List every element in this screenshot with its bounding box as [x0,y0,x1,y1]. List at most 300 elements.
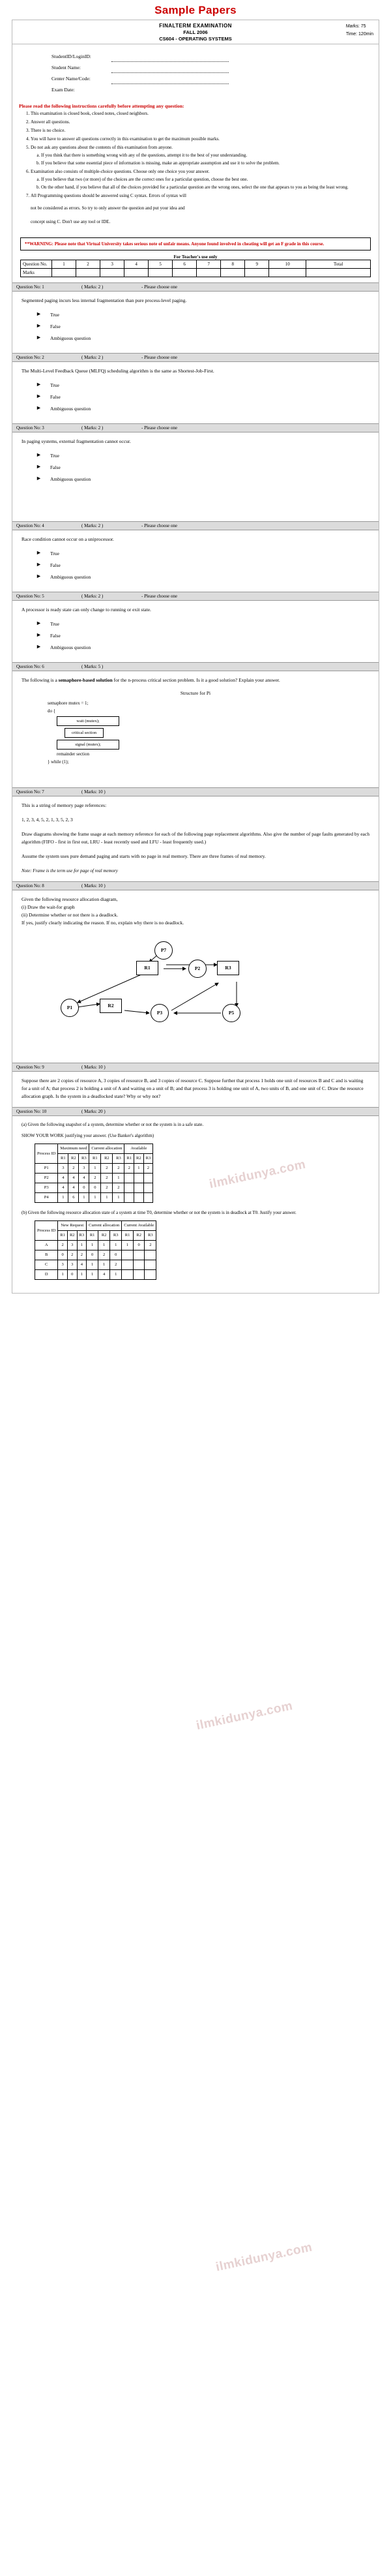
table-cell: 1 [113,1174,124,1183]
instructions-tail-2: concept using C. Don't use any tool or IDE. [31,219,111,224]
question-body-10 [12,1116,379,1293]
list-item: 1. This examination is closed book, closed notes, closed neighbors. [31,110,371,117]
teacher-row-label-marks: Marks [21,269,52,277]
table-cell: 2 [110,1260,122,1270]
table-cell [143,1174,153,1183]
sub-header: R1 [122,1231,134,1241]
teacher-table-caption: For Teacher's use only [173,254,218,260]
list-item: 4. You will have to answer all questions correctly in this examination to get the maximum possible marks. [31,136,371,143]
table-cell: 1 [113,1193,124,1203]
table-cell: 3 [58,1260,68,1270]
option-ambiguous[interactable] [36,573,369,581]
question-number: Question No: 3 [16,425,44,431]
table-cell: 2 [101,1174,113,1183]
question-number: Question No: 10 [16,1109,47,1114]
table-cell: 1 [122,1241,134,1250]
list-item: 5. Do not ask any questions about the contents of this examination from anyone. a. If you think that there is something wrong with any of the questions, attempt it to the best of your understanding. b. If you believe that some essential piece of information is missing, make an appropriate assumption and use it to solve the problem. [31,144,371,167]
arrow-icon: ► [36,322,42,329]
question-text-line: Draw diagrams showing the frame usage at each memory reference for each of the following page replacement algorithms. Also give the number of page faults generated by each algorithm (FIFO - first in first out, LRU - least recently used and LFU - least frequently used.) [22,831,369,845]
table-cell: 2 [76,260,100,269]
col-header-available: Available [124,1144,153,1154]
question-text-line: Given the following resource allocation diagram, [22,896,118,902]
table-cell: 5 [149,260,173,269]
table-cell: 0 [110,1250,122,1260]
question-part-b: (b) Given the following resource allocation state of a system at time T0, determine whether or not the system is in deadlock at T0. Justify your answer. [22,1210,297,1215]
table-row [35,1260,156,1270]
table-cell: 1 [110,1270,122,1280]
exam-name: FINALTERM EXAMINATION [159,23,232,29]
table-cell: 1 [98,1241,110,1250]
question-marks: ( Marks: 10 ) [81,883,106,888]
question-body-8 [12,890,379,1063]
table-row [35,1241,156,1250]
option-label: True [50,453,59,459]
arrow-icon: ► [36,334,42,341]
option-ambiguous[interactable] [36,405,369,413]
question-body-4 [12,530,379,592]
table-header-row [35,1221,156,1231]
arrow-icon: ► [36,463,42,470]
option-ambiguous[interactable] [36,476,369,483]
table-cell: 1 [87,1260,98,1270]
table-cell: 3 [79,1164,89,1174]
question-number: Question No: 9 [16,1065,44,1070]
table-header-row [35,1144,153,1154]
cell-pid: P4 [35,1193,58,1203]
sub-header: R2 [68,1154,79,1164]
table-cell: Total [306,260,371,269]
field-label-examdate: Exam Date: [51,87,75,93]
exam-session: FALL 2006 [183,29,208,35]
table-cell: 3 [100,260,124,269]
exam-time: Time: 120min [345,32,373,37]
graph-node-p3: P3 [151,1004,169,1022]
graph-edges [22,931,373,1042]
question-number: Question No: 8 [16,883,44,888]
arrow-icon: ► [36,451,42,458]
code-line: semaphore mutex = 1; [48,701,89,706]
field-label-centername: Center Name/Code: [51,76,91,82]
table-cell: 3 [67,1241,77,1250]
table-cell [124,1174,134,1183]
list-item: a. If you believe that two (or more) of the choices are the correct ones for a particular question, choose the best one. [41,176,371,183]
table-cell: 2 [113,1164,124,1174]
table-cell: 6 [173,260,197,269]
graph-node-r2: R2 [100,999,122,1013]
exam-marks: Marks: 75 [345,24,366,29]
table-cell [122,1260,134,1270]
table-cell [133,1270,145,1280]
instructions-list [12,110,379,204]
question-bar-9 [12,1063,379,1072]
field-input-studentname[interactable] [111,67,229,73]
question-marks: ( Marks: 2 ) [81,523,104,528]
table-cell: 9 [245,260,269,269]
question-text-pre: The following is a [22,677,59,683]
table-cell [122,1250,134,1260]
arrow-icon: ► [36,311,42,317]
sub-header: R3 [143,1154,153,1164]
option-label: Ambiguous question [50,406,91,412]
sub-header: R1 [87,1231,98,1241]
code-line: do { [48,708,56,714]
list-item: 7. All Programming questions should be answered using C syntax. Errors of syntax will [31,192,371,200]
option-label: Ambiguous question [50,644,91,650]
table-cell: 1 [89,1164,101,1174]
table-cell: 4 [124,260,149,269]
option-label: False [50,562,61,568]
banker-table-a [35,1144,153,1203]
col-header-processid: Process ID [35,1144,58,1164]
option-false[interactable] [36,323,369,331]
table-row [35,1183,153,1193]
option-label: False [50,633,61,639]
table-cell[interactable] [221,269,245,277]
question-number: Question No: 7 [16,789,44,795]
question-text-line: (ii) Determine whether or not there is a deadlock. [22,912,119,918]
question-text-line: Assume the system uses pure demand paging and starts with no page in real memory. There are three frames of real memory. [22,853,266,859]
option-false[interactable] [36,632,369,640]
sub-header: R3 [77,1231,87,1241]
table-cell: 1 [98,1260,110,1270]
table-cell [145,1270,156,1280]
table-cell: 0 [67,1270,77,1280]
arrow-icon: ► [36,393,42,399]
warning-box: **WARNING: Please note that Virtual University takes serious note of unfair means. Anyone found involved in cheating will get an F grade in this course. [20,237,371,250]
option-true[interactable] [36,452,369,460]
exam-course: CS604 - OPERATING SYSTEMS [159,36,232,42]
cell-pid: A [35,1241,58,1250]
sub-header: R2 [101,1154,113,1164]
col-header-processid: Process ID [35,1221,58,1241]
option-label: False [50,324,61,329]
table-cell[interactable] [76,269,100,277]
sub-list [31,176,371,191]
table-cell: 1 [77,1241,87,1250]
page-title: Sample Papers [154,4,237,16]
question-note: Note: Frame is the term use for page of real memory [22,868,118,873]
col-header-alloc: Current allocation [87,1221,122,1231]
question-text: In paging systems, external fragmentation cannot occur. [22,438,131,444]
table-row [35,1193,153,1203]
instructions-title: Please read the following instructions carefully before attempting any question: [19,103,184,109]
table-cell: 2 [68,1164,79,1174]
option-false[interactable] [36,562,369,569]
option-label: False [50,464,61,470]
table-cell: 6 [68,1193,79,1203]
teacher-row-label-question: Question No. [21,260,52,269]
question-hint: - Please choose one [141,425,178,431]
question-text-line: (i) Draw the wait-for graph [22,904,75,910]
table-cell [134,1193,144,1203]
code-line: remainder section [57,751,89,757]
question-hint: - Please choose one [141,355,178,360]
table-cell: 1 [77,1270,87,1280]
graph-node-p1: P1 [61,999,79,1017]
sub-header: R2 [134,1154,144,1164]
table-row [35,1174,153,1183]
question-bar-2 [12,353,379,362]
arrow-icon: ► [36,620,42,626]
table-cell[interactable] [173,269,197,277]
sub-header: R1 [124,1154,134,1164]
table-cell: 2 [143,1164,153,1174]
table-cell[interactable] [306,269,371,277]
code-box-critical-section: critical section [65,728,104,738]
question-text: The Multi-Level Feedback Queue (MLFQ) scheduling algorithm is the same as Shortest-Job-First. [22,368,214,374]
table-cell: 3 [67,1260,77,1270]
question-text-bold: semaphore-based solution [58,677,113,683]
sub-list [31,152,371,167]
table-cell: 8 [221,260,245,269]
question-bar-3 [12,423,379,432]
table-cell[interactable] [269,269,306,277]
col-header-max: Maximum need [58,1144,89,1154]
arrow-icon: ► [36,381,42,387]
field-input-studentid[interactable] [111,55,229,62]
question-bar-1 [12,282,379,292]
table-cell[interactable] [149,269,173,277]
table-cell: 0 [133,1241,145,1250]
sub-header: R1 [58,1154,68,1164]
question-body-5 [12,601,379,662]
question-body-1 [12,292,379,353]
table-cell: 2 [101,1164,113,1174]
option-true[interactable] [36,550,369,558]
table-cell: 4 [58,1174,68,1183]
table-cell: 4 [79,1174,89,1183]
table-cell: 1 [79,1193,89,1203]
list-item: a. If you think that there is something wrong with any of the questions, attempt it to the best of your understanding. [41,152,371,159]
reference-string: 1, 2, 3, 4, 5, 2, 1, 3, 5, 2, 3 [22,817,73,823]
col-header-available: Current Available [122,1221,156,1231]
question-marks: ( Marks: 20 ) [81,1109,106,1114]
table-cell: 1 [87,1270,98,1280]
table-cell: 2 [124,1164,134,1174]
question-number: Question No: 1 [16,284,44,290]
question-bar-4 [12,521,379,530]
sub-header: R1 [58,1231,68,1241]
table-cell: 1 [110,1241,122,1250]
question-hint: - Please choose one [141,594,178,599]
question-text: Race condition cannot occur on a uniprocessor. [22,536,114,542]
option-ambiguous[interactable] [36,335,369,342]
table-cell: 2 [145,1241,156,1250]
field-label-studentid: StudentID/LoginID: [51,53,91,59]
table-cell: 0 [79,1183,89,1193]
question-hint: - Please choose one [141,523,178,528]
table-cell: 4 [77,1260,87,1270]
question-bar-6 [12,662,379,671]
question-text [22,676,369,684]
option-label: True [50,312,59,318]
option-false[interactable] [36,393,369,401]
option-label: True [50,621,59,627]
table-cell: 1 [58,1193,68,1203]
table-cell [122,1270,134,1280]
table-cell: 2 [67,1250,77,1260]
col-header-newrequest: New Request [58,1221,87,1231]
cell-pid: D [35,1270,58,1280]
table-cell: 1 [134,1164,144,1174]
table-row [35,1164,153,1174]
question-marks: ( Marks: 10 ) [81,789,106,795]
table-cell [134,1183,144,1193]
table-cell: 1 [89,1193,101,1203]
list-item: 3. There is no choice. [31,127,371,134]
option-true[interactable] [36,311,369,319]
question-bar-5 [12,592,379,601]
list-item: 2. Answer all questions. [31,119,371,126]
cell-pid: B [35,1250,58,1260]
code-box-signal: signal (mutex); [57,740,119,750]
option-true[interactable] [36,382,369,389]
arrow-icon: ► [36,475,42,481]
option-true[interactable] [36,620,369,628]
banker-table-b [35,1220,156,1280]
option-label: Ambiguous question [50,476,91,482]
question-text: Segmented paging incurs less internal fragmentation than pure process-level paging. [22,297,187,303]
option-label: False [50,394,61,400]
option-label: Ambiguous question [50,574,91,580]
table-row [35,1270,156,1280]
arrow-icon: ► [36,404,42,411]
question-marks: ( Marks: 10 ) [81,1065,106,1070]
field-input-centername[interactable] [111,78,229,84]
question-number: Question No: 2 [16,355,44,360]
question-body-7 [12,796,379,881]
student-fields [12,44,379,100]
table-cell: 1 [58,1270,68,1280]
table-cell[interactable] [100,269,124,277]
question-bar-8 [12,881,379,890]
question-text-line: This is a string of memory page references: [22,802,107,808]
question-body-9 [12,1072,379,1107]
table-cell: 4 [68,1174,79,1183]
question-text-post: for the n-process critical section problem. Is it a good solution? Explain your answer. [112,677,280,683]
option-label: Ambiguous question [50,335,91,341]
graph-node-p2: P2 [188,960,207,978]
list-item: b. On the other hand, if you believe that all of the choices provided for a particular question are the wrong ones, select the one that appears to you as being the least wrong. [41,184,371,191]
question-number: Question No: 4 [16,523,44,528]
arrow-icon: ► [36,561,42,568]
table-cell: 0 [87,1250,98,1260]
table-cell: 1 [87,1241,98,1250]
table-cell [134,1174,144,1183]
structure-title: Structure for Pi [180,690,211,696]
table-cell: 2 [77,1250,87,1260]
sub-header: R2 [133,1231,145,1241]
cell-pid: P1 [35,1164,58,1174]
watermark: ilmkidunya.com [208,1157,308,1192]
sub-header: R2 [98,1231,110,1241]
cell-pid: C [35,1260,58,1270]
table-cell: 2 [89,1174,101,1183]
arrow-icon: ► [36,631,42,638]
table-cell [133,1260,145,1270]
question-body-6 [12,671,379,787]
option-false[interactable] [36,464,369,472]
table-cell: 4 [98,1270,110,1280]
table-cell [143,1183,153,1193]
table-cell: 4 [68,1183,79,1193]
table-cell [145,1250,156,1260]
table-cell[interactable] [124,269,149,277]
arrow-icon: ► [36,573,42,579]
field-label-studentname: Student Name: [51,65,81,70]
code-box-wait: wait (mutex); [57,716,119,726]
table-cell: 4 [58,1183,68,1193]
graph-node-r3: R3 [217,961,239,975]
table-cell: 2 [101,1183,113,1193]
question-bar-7 [12,787,379,796]
option-label: True [50,382,59,388]
question-number: Question No: 6 [16,664,44,669]
watermark: ilmkidunya.com [214,2240,314,2275]
table-row [35,1250,156,1260]
table-cell [143,1193,153,1203]
code-line: } while (1); [48,759,69,765]
table-cell: 0 [58,1250,68,1260]
table-cell[interactable] [52,269,76,277]
sub-header: R3 [113,1154,124,1164]
sub-header: R2 [67,1231,77,1241]
table-cell: 3 [58,1164,68,1174]
question-part-a: (a) Given the following snapshot of a system, determine whether or not the system is in a safe state. [22,1122,204,1127]
semaphore-code-block [48,700,369,766]
col-header-alloc: Current allocation [89,1144,124,1154]
sub-header: R3 [145,1231,156,1241]
graph-node-p5: P5 [222,1004,240,1022]
teacher-use-table [20,254,371,277]
arrow-icon: ► [36,549,42,556]
question-body-2 [12,362,379,423]
cell-pid: P3 [35,1183,58,1193]
table-cell: 2 [98,1250,110,1260]
table-cell: 0 [89,1183,101,1193]
question-marks: ( Marks: 2 ) [81,425,104,431]
table-cell [133,1250,145,1260]
list-item: 6. Examination also consists of multiple-choice questions. Choose only one choice you your answer. a. If you believe that two (or more) of the choices are the correct ones for a particular question, choose the best one. b. On the other hand, if you believe that all of the choices provided for a particular question are the wrong ones, select the one that appears to you as being the least wrong. [31,168,371,191]
question-hint: - Please choose one [141,284,178,290]
arrow-icon: ► [36,643,42,650]
table-cell [145,1260,156,1270]
table-row [21,260,371,269]
question-marks: ( Marks: 2 ) [81,594,104,599]
cell-pid: P2 [35,1174,58,1183]
table-cell: 1 [101,1193,113,1203]
question-text: Suppose there are 2 copies of resource A, 3 copies of resource B, and 3 copies of resource C. Suppose further that process 1 holds one unit of resources B and C and is waiting for a unit of A; that process 2 is holding a unit of A and waiting on a unit of B; and that process 3 is holding one unit of A, two units of B, and one unit of C. Draw the resource allocation graph. Is the system in a deadlocked state? Why or why not? [22,1078,364,1099]
list-item: b. If you believe that some essential piece of information is missing, make an appropriate assumption and use it to solve the problem. [41,160,371,167]
sub-header: R1 [89,1154,101,1164]
question-marks: ( Marks: 2 ) [81,284,104,290]
table-cell [124,1193,134,1203]
option-ambiguous[interactable] [36,644,369,652]
table-cell[interactable] [245,269,269,277]
table-cell [124,1183,134,1193]
table-cell: 2 [113,1183,124,1193]
exam-header [12,20,379,44]
table-cell[interactable] [197,269,221,277]
table-cell: 1 [52,260,76,269]
question-marks: ( Marks: 5 ) [81,664,104,669]
graph-node-p7: P7 [154,941,173,960]
question-number: Question No: 5 [16,594,44,599]
question-part-a-note: SHOW YOUR WORK justifying your answer. (Use Banker's algorithm) [22,1133,154,1138]
instructions-tail-1: not be considered as errors. So try to only answer the question and put your idea and [31,205,185,211]
exam-sheet [12,20,379,1294]
table-row [21,269,371,277]
